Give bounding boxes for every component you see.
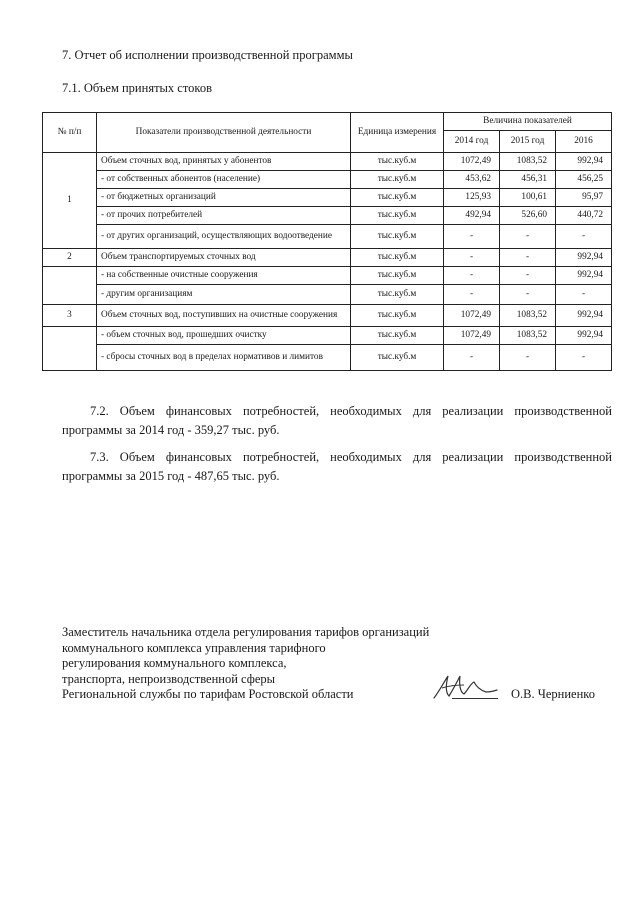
table-row xyxy=(43,153,612,171)
paragraph-7-3: 7.3. Объем финансовых потребностей, необходимых для реализации производственной программы за 2015 год - 487,65 тыс. руб. xyxy=(62,450,612,483)
header-year-2015: 2015 год xyxy=(500,131,556,153)
signer-title-line: коммунального комплекса управления тарифного xyxy=(62,640,326,655)
row-unit: тыс.куб.м xyxy=(351,327,444,345)
signer-title-line: транспорта, непроизводственной сферы xyxy=(62,671,276,686)
stocks-table xyxy=(42,112,612,371)
signer-name: О.В. Черниенко xyxy=(511,687,595,701)
row-num xyxy=(43,327,97,371)
header-year-2016: 2016 xyxy=(556,131,612,153)
row-value-2015: 1083,52 xyxy=(500,327,556,345)
row-value-2015: - xyxy=(500,249,556,267)
row-value-2014: - xyxy=(444,267,500,285)
row-value-2014: 492,94 xyxy=(444,207,500,225)
row-value-2015: - xyxy=(500,345,556,371)
row-value-2016: 992,94 xyxy=(556,153,612,171)
header-num: № п/п xyxy=(43,113,97,153)
header-values-group: Величина показателей xyxy=(444,113,612,131)
row-value-2014: 1072,49 xyxy=(444,305,500,327)
row-unit: тыс.куб.м xyxy=(351,153,444,171)
row-label: - от бюджетных организаций xyxy=(97,189,351,207)
row-value-2014: 1072,49 xyxy=(444,153,500,171)
table-row xyxy=(43,171,612,189)
row-unit: тыс.куб.м xyxy=(351,285,444,305)
signer-title-line: Региональной службы по тарифам Ростовской области xyxy=(62,687,354,701)
row-value-2014: - xyxy=(444,249,500,267)
row-value-2015: - xyxy=(500,225,556,249)
row-value-2015: - xyxy=(500,267,556,285)
row-unit: тыс.куб.м xyxy=(351,189,444,207)
row-value-2014: - xyxy=(444,345,500,371)
row-label: Объем транспортируемых сточных вод xyxy=(97,249,351,267)
row-value-2014: 125,93 xyxy=(444,189,500,207)
row-label: - объем сточных вод, прошедших очистку xyxy=(97,327,351,345)
row-value-2016: 992,94 xyxy=(556,305,612,327)
table-row xyxy=(43,305,612,327)
row-value-2016: 95,97 xyxy=(556,189,612,207)
row-label: - от собственных абонентов (население) xyxy=(97,171,351,189)
row-value-2016: - xyxy=(556,345,612,371)
row-label: - на собственные очистные сооружения xyxy=(97,267,351,285)
table-row xyxy=(43,207,612,225)
table-row xyxy=(43,267,612,285)
row-value-2016: - xyxy=(556,285,612,305)
row-num: 3 xyxy=(43,305,97,327)
row-label: - другим организациям xyxy=(97,285,351,305)
row-value-2015: 1083,52 xyxy=(500,153,556,171)
row-value-2015: 100,61 xyxy=(500,189,556,207)
signer-title-line: регулирования коммунального комплекса, xyxy=(62,656,287,670)
section-title: 7. Отчет об исполнении производственной программы xyxy=(62,48,353,62)
row-label: - сбросы сточных вод в пределах нормативов и лимитов xyxy=(97,345,351,371)
table-row xyxy=(43,189,612,207)
table-row xyxy=(43,345,612,371)
row-value-2016: - xyxy=(556,225,612,249)
row-value-2015: - xyxy=(500,285,556,305)
row-value-2015: 1083,52 xyxy=(500,305,556,327)
subsection-title: 7.1. Объем принятых стоков xyxy=(62,81,212,95)
row-value-2016: 456,25 xyxy=(556,171,612,189)
row-value-2014: 453,62 xyxy=(444,171,500,189)
row-value-2016: 440,72 xyxy=(556,207,612,225)
row-num: 2 xyxy=(43,249,97,267)
row-value-2014: - xyxy=(444,285,500,305)
header-year-2014: 2014 год xyxy=(444,131,500,153)
row-label: Объем сточных вод, поступивших на очистные сооружения xyxy=(97,305,351,327)
row-unit: тыс.куб.м xyxy=(351,225,444,249)
header-indicator: Показатели производственной деятельности xyxy=(97,113,351,153)
row-unit: тыс.куб.м xyxy=(351,207,444,225)
row-num: 1 xyxy=(43,153,97,249)
paragraph-7-2: 7.2. Объем финансовых потребностей, необходимых для реализации производственной программы за 2014 год - 359,27 тыс. руб. xyxy=(62,404,612,437)
header-unit: Единица измерения xyxy=(351,113,444,153)
row-label: - от других организаций, осуществляющих водоотведение xyxy=(97,225,351,249)
row-num xyxy=(43,267,97,305)
signer-title xyxy=(62,625,429,703)
row-value-2015: 456,31 xyxy=(500,171,556,189)
row-unit: тыс.куб.м xyxy=(351,249,444,267)
row-unit: тыс.куб.м xyxy=(351,267,444,285)
table-row xyxy=(43,249,612,267)
signature-line xyxy=(452,698,498,699)
table-row xyxy=(43,327,612,345)
row-unit: тыс.куб.м xyxy=(351,171,444,189)
row-value-2016: 992,94 xyxy=(556,267,612,285)
row-unit: тыс.куб.м xyxy=(351,305,444,327)
row-value-2016: 992,94 xyxy=(556,249,612,267)
signer-title-line: Заместитель начальника отдела регулирования тарифов организаций xyxy=(62,625,430,639)
row-label: - от прочих потребителей xyxy=(97,207,351,225)
row-value-2014: 1072,49 xyxy=(444,327,500,345)
row-value-2015: 526,60 xyxy=(500,207,556,225)
row-value-2014: - xyxy=(444,225,500,249)
row-label: Объем сточных вод, принятых у абонентов xyxy=(97,153,351,171)
row-unit: тыс.куб.м xyxy=(351,345,444,371)
table-row xyxy=(43,225,612,249)
table-row xyxy=(43,285,612,305)
row-value-2016: 992,94 xyxy=(556,327,612,345)
